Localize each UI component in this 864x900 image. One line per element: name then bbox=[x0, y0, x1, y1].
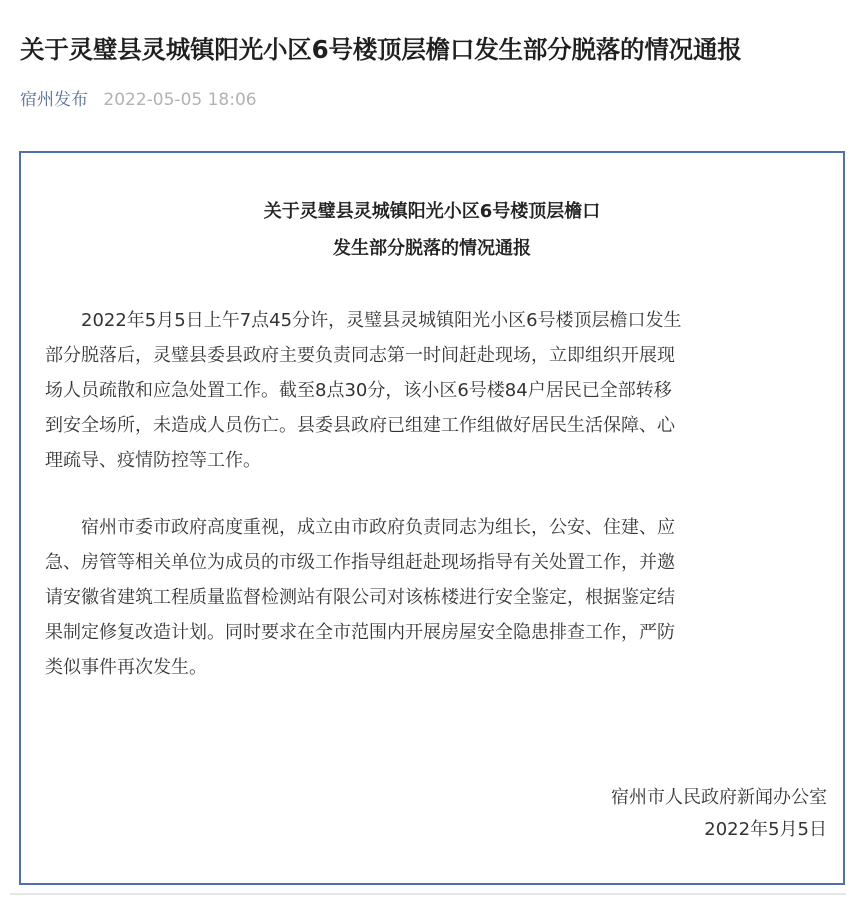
paragraph-line: 宿州市委市政府高度重视，成立由市政府负责同志为组长，公安、住建、应 bbox=[81, 517, 675, 538]
signature-organization: 宿州市人民政府新闻办公室 bbox=[611, 787, 827, 808]
publish-datetime: 2022-05-05 18:06 bbox=[103, 90, 257, 110]
paragraph-line: 类似事件再次发生。 bbox=[45, 657, 207, 678]
paragraph-line: 到安全场所，未造成人员伤亡。县委县政府已组建工作组做好居民生活保障、心 bbox=[45, 415, 675, 436]
signature-date: 2022年5月5日 bbox=[704, 819, 827, 840]
paragraph-line: 部分脱落后，灵璧县委县政府主要负责同志第一时间赶赴现场，立即组织开展现 bbox=[45, 345, 675, 366]
article-meta bbox=[20, 86, 257, 114]
notice-heading-line1: 关于灵璧县灵城镇阳光小区6号楼顶层檐口 bbox=[263, 201, 601, 222]
paragraph-line: 急、房管等相关单位为成员的市级工作指导组赶赴现场指导有关处置工作，并邀 bbox=[45, 552, 675, 573]
paragraph-line: 场人员疏散和应急处置工作。截至8点30分，该小区6号楼84户居民已全部转移 bbox=[45, 380, 672, 401]
paragraph-line: 理疏导、疫情防控等工作。 bbox=[45, 450, 261, 471]
article-title: 关于灵璧县灵城镇阳光小区6号楼顶层檐口发生部分脱落的情况通报 bbox=[20, 35, 742, 64]
notice-card bbox=[19, 151, 845, 885]
paragraph-line: 请安徽省建筑工程质量监督检测站有限公司对该栋楼进行安全鉴定，根据鉴定结 bbox=[45, 587, 675, 608]
account-name-link[interactable]: 宿州发布 bbox=[20, 90, 88, 110]
paragraph-line: 2022年5月5日上午7点45分许，灵璧县灵城镇阳光小区6号楼顶层檐口发生 bbox=[81, 310, 682, 331]
bottom-divider bbox=[10, 893, 846, 895]
notice-heading-line2: 发生部分脱落的情况通报 bbox=[333, 238, 531, 259]
paragraph-line: 果制定修复改造计划。同时要求在全市范围内开展房屋安全隐患排查工作，严防 bbox=[45, 622, 675, 643]
